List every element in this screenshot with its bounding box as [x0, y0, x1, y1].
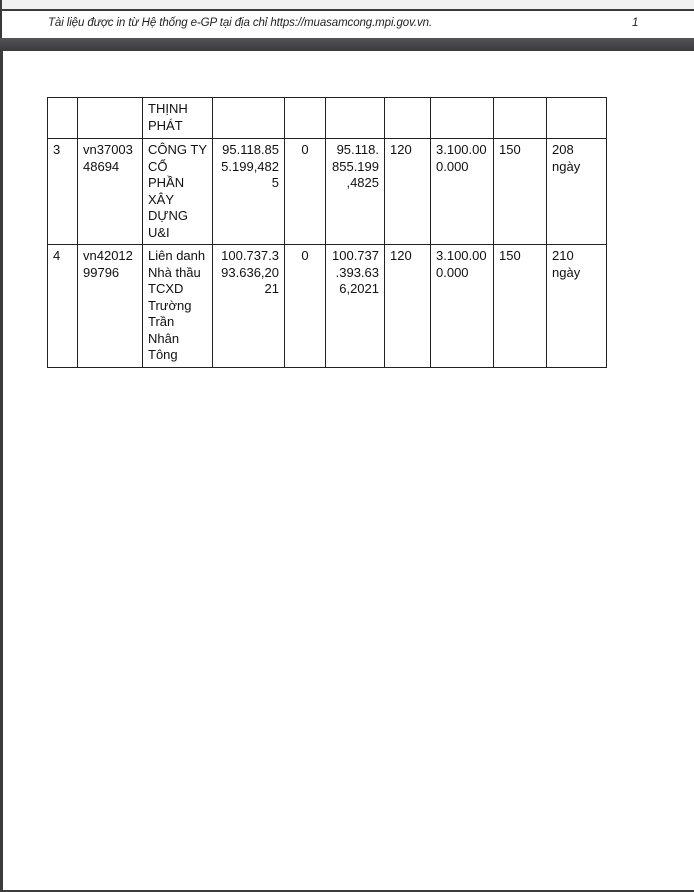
- table-row: [48, 245, 607, 368]
- bid-results-table: [47, 97, 607, 368]
- cell-validity: [385, 98, 431, 139]
- table-row: [48, 139, 607, 245]
- previous-page-edge: [2, 0, 694, 9]
- cell-guarantee-validity: 150: [494, 245, 547, 368]
- cell-validity: 120: [385, 245, 431, 368]
- cell-stt: [48, 98, 78, 139]
- cell-duration: 208 ngày: [547, 139, 607, 245]
- cell-stt: 3: [48, 139, 78, 245]
- cell-price-after: [326, 98, 385, 139]
- cell-validity: 120: [385, 139, 431, 245]
- cell-code: vn4201299796: [78, 245, 143, 368]
- cell-discount: 0: [285, 139, 326, 245]
- cell-price: [213, 98, 285, 139]
- cell-code: vn3700348694: [78, 139, 143, 245]
- cell-price-after: 95.118.855.199,4825: [326, 139, 385, 245]
- cell-duration: 210 ngày: [547, 245, 607, 368]
- footer-text: Tài liệu được in từ Hệ thống e-GP tại địa chỉ https://muasamcong.mpi.gov.vn.: [48, 17, 433, 29]
- cell-price-after: 100.737.393.636,2021: [326, 245, 385, 368]
- table-row: [48, 98, 607, 139]
- cell-price: 95.118.855.199,4825: [213, 139, 285, 245]
- cell-guarantee: 3.100.000.000: [431, 139, 494, 245]
- document-page: [3, 51, 694, 890]
- page-gap: [0, 38, 694, 51]
- cell-guarantee-validity: 150: [494, 139, 547, 245]
- cell-duration: [547, 98, 607, 139]
- cell-name: THỊNH PHÁT: [143, 98, 213, 139]
- cell-guarantee-validity: [494, 98, 547, 139]
- page-number: 1: [632, 17, 639, 29]
- previous-page-footer: [2, 11, 694, 38]
- cell-discount: 0: [285, 245, 326, 368]
- cell-discount: [285, 98, 326, 139]
- cell-price: 100.737.393.636,2021: [213, 245, 285, 368]
- cell-name: CÔNG TY CỔ PHẦN XÂY DỰNG U&I: [143, 139, 213, 245]
- cell-guarantee: 3.100.000.000: [431, 245, 494, 368]
- cell-name: Liên danh Nhà thầu TCXD Trường Trần Nhân Tông: [143, 245, 213, 368]
- cell-code: [78, 98, 143, 139]
- cell-stt: 4: [48, 245, 78, 368]
- cell-guarantee: [431, 98, 494, 139]
